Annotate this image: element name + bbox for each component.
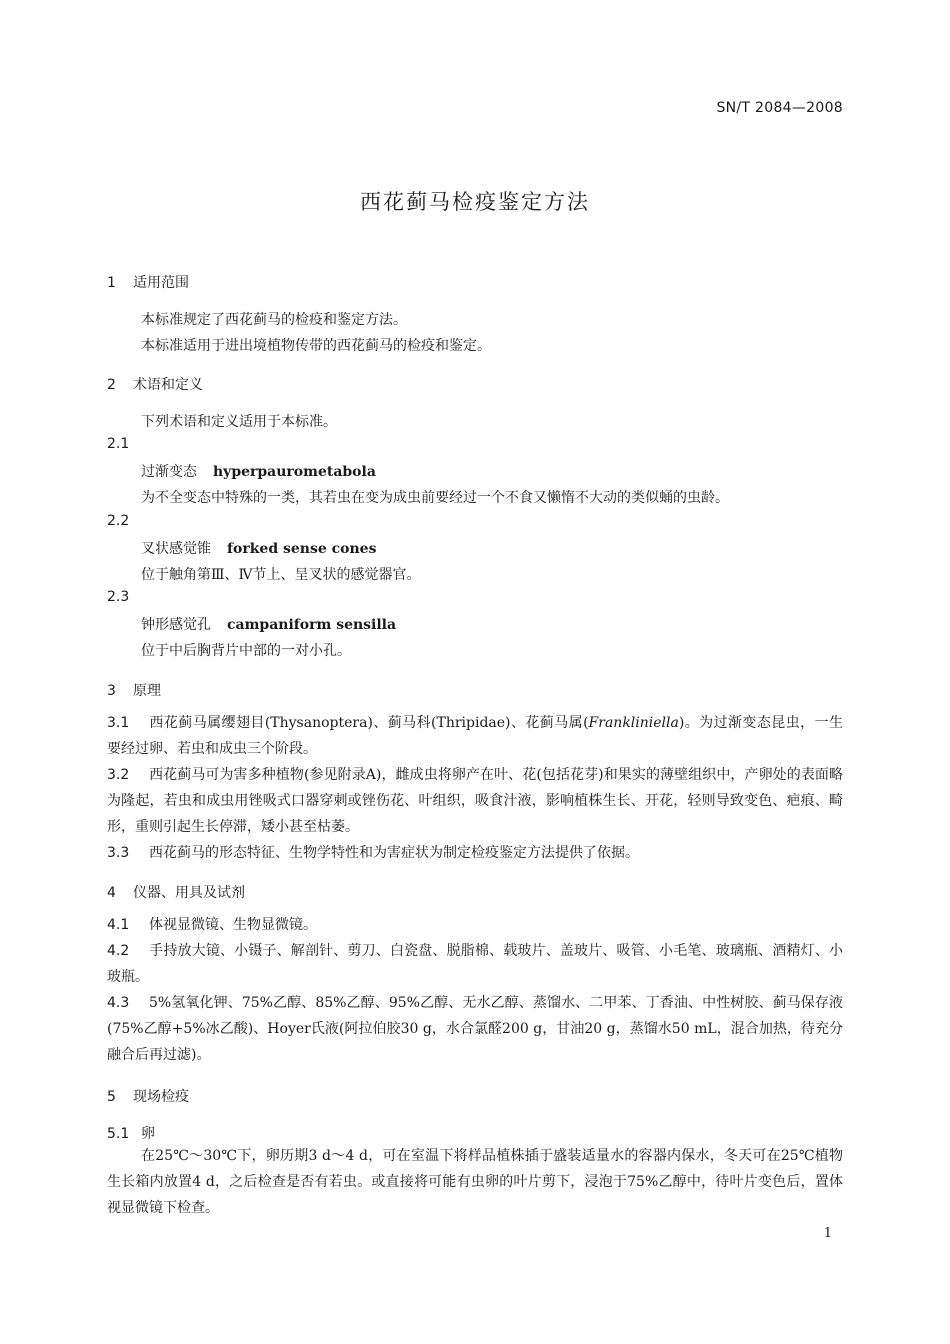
section-number: 3 (107, 683, 116, 699)
section-number: 5 (107, 1089, 116, 1105)
clause-number: 4.2 (107, 943, 130, 959)
section-2-heading (107, 374, 203, 394)
section-title: 现场检疫 (133, 1089, 189, 1105)
clause-text: 体视显微镜、生物显微镜。 (149, 917, 317, 933)
term-number: 2.3 (107, 589, 130, 605)
clause-4-2 (107, 938, 843, 990)
term-number: 2.1 (107, 436, 130, 452)
section-title: 术语和定义 (133, 377, 203, 393)
subsection-5-1-heading (107, 1123, 155, 1143)
term-heading (141, 614, 396, 634)
clause-number: 3.1 (107, 715, 130, 731)
section-4-heading (107, 882, 245, 902)
section-number: 4 (107, 885, 116, 901)
clause-number: 4.3 (107, 995, 130, 1011)
clause-text: 西花蓟马的形态特征、生物学特性和为害症状为制定检疫鉴定方法提供了依据。 (149, 845, 639, 861)
paragraph: 本标准规定了西花蓟马的检疫和鉴定方法。 (141, 312, 407, 328)
standard-code: SN/T 2084—2008 (716, 100, 843, 116)
paragraph: 下列术语和定义适用于本标准。 (141, 414, 337, 430)
term-en: forked sense cones (227, 541, 377, 557)
subsection-number: 5.1 (107, 1126, 130, 1142)
section-5-heading (107, 1086, 189, 1106)
term-en: campaniform sensilla (227, 617, 397, 633)
term-heading (141, 538, 376, 558)
subsection-title: 卵 (141, 1126, 155, 1142)
section-title: 仪器、用具及试剂 (133, 885, 245, 901)
clause-text-post: )。为过渐变态昆虫，一生要经过卵、若虫和成虫三个阶段。 (107, 715, 843, 757)
clause-number: 3.3 (107, 845, 130, 861)
clause-text: 手持放大镜、小镊子、解剖针、剪刀、白瓷盘、脱脂棉、载玻片、盖玻片、吸管、小毛笔、玻璃瓶、酒精灯、小玻瓶。 (107, 943, 843, 985)
term-number: 2.2 (107, 513, 130, 529)
section-number: 2 (107, 377, 116, 393)
section-1-heading (107, 272, 189, 292)
clause-3-3 (107, 840, 843, 866)
clause-4-3 (107, 990, 843, 1068)
genus-name: Frankliniella (588, 715, 679, 731)
term-en: hyperpaurometabola (213, 464, 376, 480)
section-title: 适用范围 (133, 275, 189, 291)
paragraph: 本标准适用于进出境植物传带的西花蓟马的检疫和鉴定。 (141, 338, 491, 354)
clause-4-1 (107, 912, 843, 938)
term-definition: 位于触角第Ⅲ、Ⅳ节上、呈叉状的感觉器官。 (141, 567, 421, 583)
term-definition: 为不全变态中特殊的一类，其若虫在变为成虫前要经过一个不食又懒惰不大动的类似蛹的虫龄。 (141, 490, 729, 506)
section-3-heading (107, 680, 161, 700)
clause-text: 西花蓟马可为害多种植物(参见附录A)，雌成虫将卵产在叶、花(包括花芽)和果实的薄壁组织中，产卵处的表面略为隆起，若虫和成虫用锉吸式口器穿刺或锉伤花、叶组织，吸食汁液，影响植株生长、开花，轻则导致变色、疤痕、畸形，重则引起生长停滞，矮小甚至枯萎。 (107, 767, 843, 835)
term-zh: 叉状感觉锥 (141, 541, 211, 557)
section-number: 1 (107, 275, 116, 291)
section-title: 原理 (133, 683, 161, 699)
clause-number: 4.1 (107, 917, 130, 933)
term-zh: 过渐变态 (141, 464, 197, 480)
term-heading (141, 461, 376, 481)
clause-3-1 (107, 710, 843, 762)
clause-text-pre: 西花蓟马属缨翅目(Thysanoptera)、蓟马科(Thripidae)、花蓟马属( (149, 715, 589, 731)
clause-text: 5%氢氧化钾、75%乙醇、85%乙醇、95%乙醇、无水乙醇、蒸馏水、二甲苯、丁香油、中性树胶、蓟马保存液(75%乙醇+5%冰乙酸)、Hoyer氏液(阿拉伯胶30 g，水合氯醛200 g，甘油20 g，蒸馏水50 mL，混合加热，待充分融合后再过滤)。 (107, 995, 843, 1063)
page-number: 1 (823, 1226, 832, 1241)
term-definition: 位于中后胸背片中部的一对小孔。 (141, 643, 351, 659)
term-zh: 钟形感觉孔 (141, 617, 211, 633)
clause-number: 3.2 (107, 767, 130, 783)
document-title: 西花蓟马检疫鉴定方法 (360, 190, 590, 214)
paragraph: 在25℃～30℃下，卵历期3 d～4 d，可在室温下将样品植株插于盛装适量水的容器内保水，冬天可在25℃植物生长箱内放置4 d，之后检查是否有若虫。或直接将可能有虫卵的叶片剪下，浸泡于75%乙醇中，待叶片变色后，置体视显微镜下检查。 (107, 1148, 843, 1216)
clause-3-2 (107, 762, 843, 840)
